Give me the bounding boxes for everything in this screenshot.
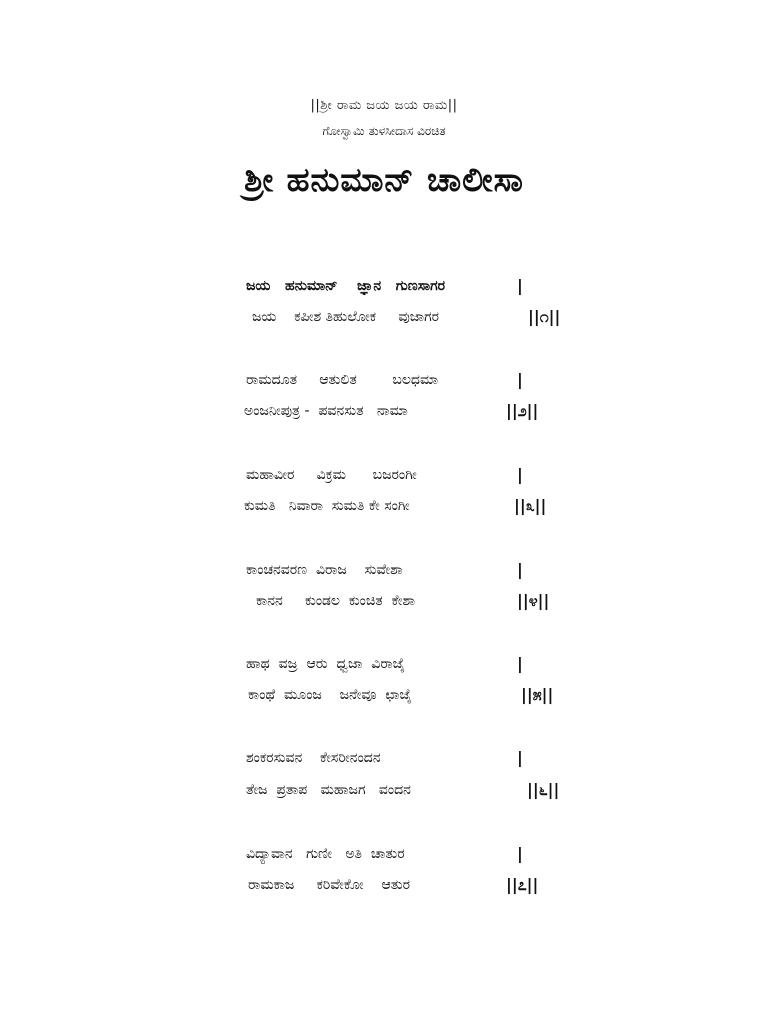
verse-number: ||೪||: [517, 591, 550, 610]
verse-text: ಕುಮತಿ ನಿವಾರಾ ಸುಮತಿ ಕೇ ಸಂಗೀ: [244, 498, 410, 514]
verse-5-line-1: [0, 652, 768, 676]
verse-text: ರಾಮದೂತ ಆತುಲಿತ ಬಲಧಮಾ: [246, 372, 439, 388]
verse-mark: |: [517, 748, 523, 767]
verse-text: ಕಾನನ ಕುಂಡಲ ಕುಂಚಿತ ಕೇಶಾ: [256, 593, 416, 609]
verse-mark: |: [517, 370, 523, 389]
author-line: ಗೋಸ್ವಾಮಿ ತುಳಸೀದಾಸ ವಿರಚಿತ: [322, 124, 446, 138]
verse-text: ತೇಜ ಪ್ರತಾಪ ಮಹಾಜಗ ವಂದನ: [246, 782, 411, 798]
verse-1-line-2: [0, 305, 768, 329]
verse-mark: |: [517, 465, 523, 484]
verse-number: ||೭||: [506, 875, 539, 894]
verse-4-line-1: [0, 558, 768, 582]
verse-3-line-2: [0, 494, 768, 518]
verse-2-line-1: [0, 368, 768, 392]
verse-2-line-2: [0, 399, 768, 423]
verse-text: ಜಯ ಕಪೀಶ ತಿಹುಲೋಕ ವುಜಾಗರ: [252, 309, 440, 325]
verse-number: ||೩||: [514, 496, 547, 515]
verse-6-line-1: [0, 746, 768, 770]
verse-text: ಶಂಕರಸುವನ ಕೇಸರೀನಂದನ: [246, 750, 381, 766]
invocation-line: ||ಶ್ರೀ ರಾಮ ಜಯ ಜಯ ರಾಮ||: [310, 98, 458, 113]
verse-mark: |: [517, 276, 523, 295]
verse-number: ||೬||: [527, 780, 560, 799]
verse-text: ರಾಮಕಾಜ ಕರಿವೇಕೋ ಆತುರ: [248, 877, 410, 893]
verse-3-line-1: [0, 463, 768, 487]
verse-text: ಜಯ ಹನುಮಾನ್ ಜ್ಞಾನ ಗುಣಸಾಗರ: [246, 278, 446, 294]
verse-number: ||೫||: [521, 685, 554, 704]
verse-text: ಕಾಂಥೆ ಮೂಂಜ ಜನೇವೂ ಛಾಜೈ: [248, 687, 412, 703]
page-title: ಶ್ರೀ ಹನುಮಾನ್ ಚಾಲೀಸಾ: [244, 160, 524, 199]
verse-text: ಹಾಥ ವಜ್ರ ಆರು ಧ್ವಜಾ ವಿರಾಜೈ: [246, 656, 405, 672]
verse-4-line-2: [0, 589, 768, 613]
verse-number: ||೧||: [528, 307, 561, 326]
verse-text: ಕಾಂಚನವರಣ ವಿರಾಜ ಸುವೇಶಾ: [246, 562, 403, 578]
verse-1-line-1: [0, 274, 768, 298]
verse-mark: |: [517, 654, 523, 673]
verse-6-line-2: [0, 778, 768, 802]
verse-7-line-2: [0, 873, 768, 897]
verse-text: ವಿದ್ಯಾವಾನ ಗುಣೀ ಅತಿ ಚಾತುರ: [246, 846, 405, 862]
verse-mark: |: [517, 844, 523, 863]
verse-7-line-1: [0, 842, 768, 866]
verse-number: ||೨||: [506, 401, 539, 420]
verse-5-line-2: [0, 683, 768, 707]
verse-text: ಅಂಜನೀಪುತ್ರ - ಪವನಸುತ ನಾಮಾ: [244, 403, 408, 419]
verse-mark: |: [517, 560, 523, 579]
verse-text: ಮಹಾವೀರ ವಿಕ್ರಮ ಬಜರಂಗೀ: [246, 467, 417, 483]
